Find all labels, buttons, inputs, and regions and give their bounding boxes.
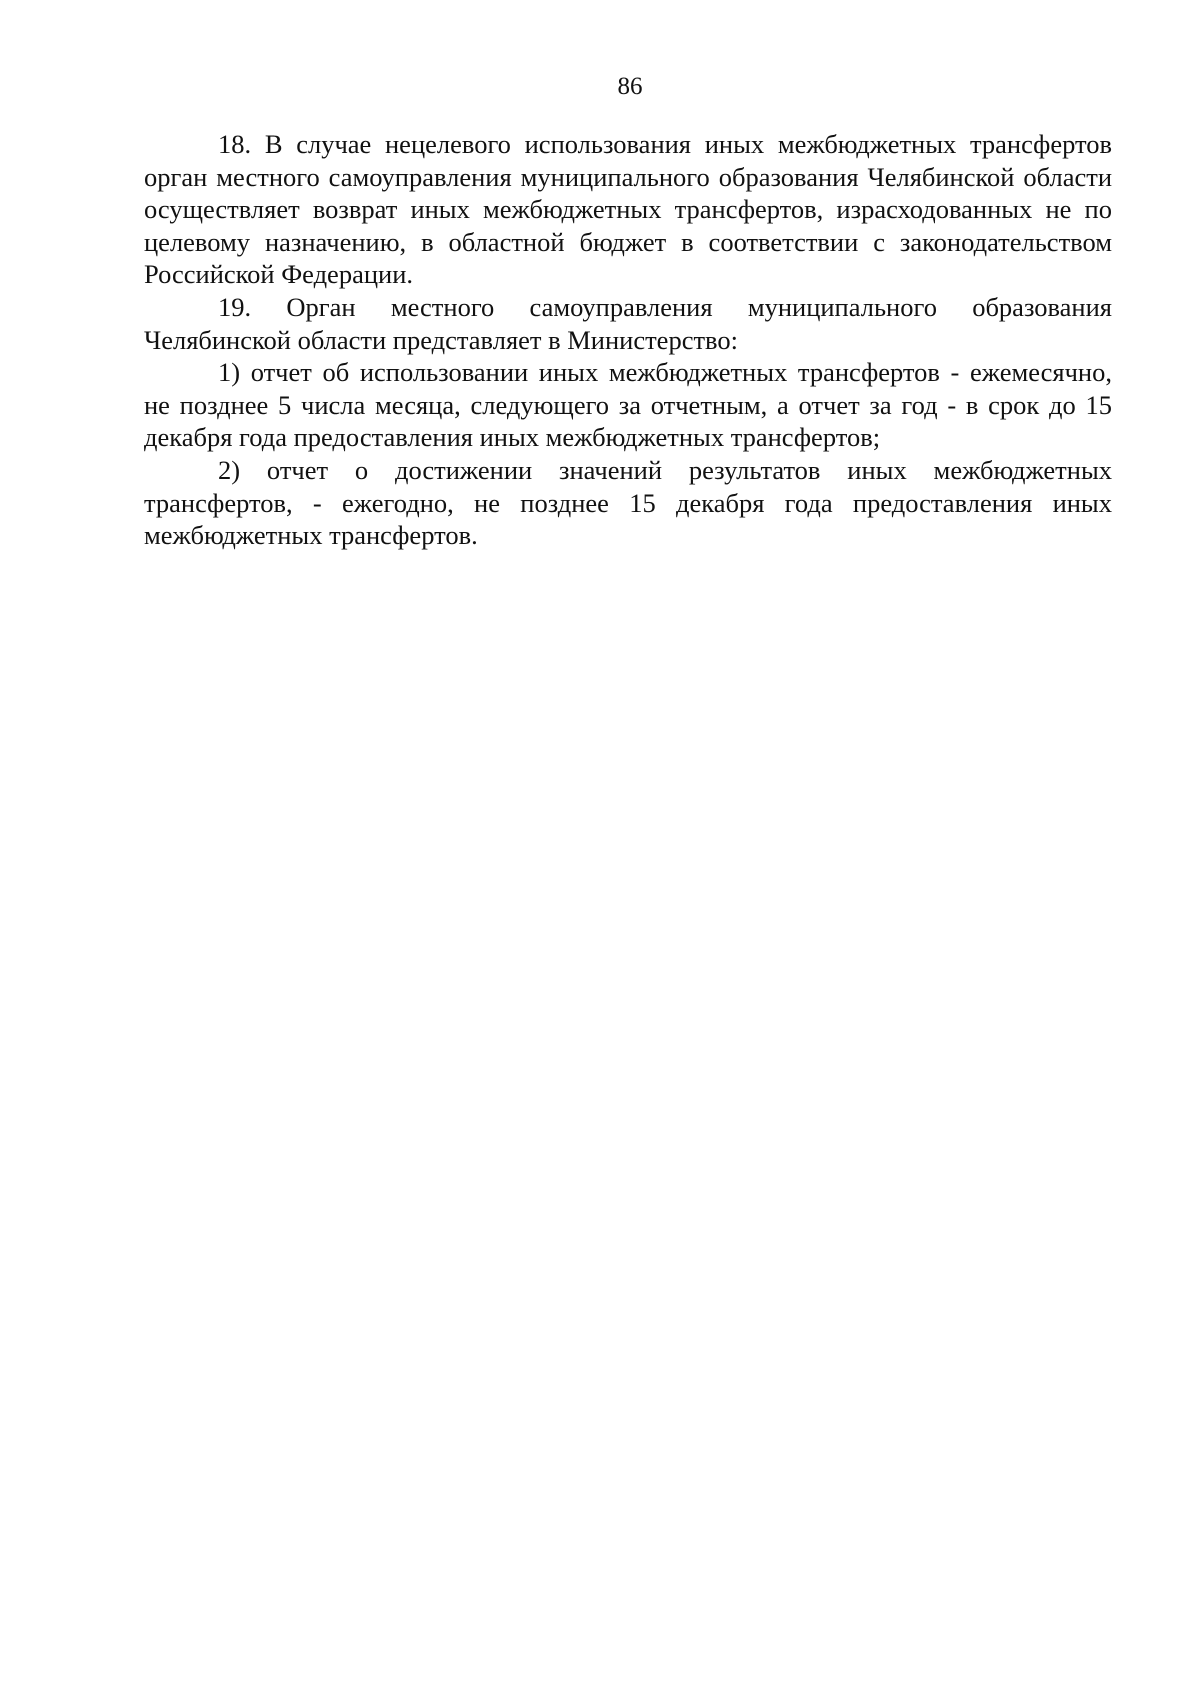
paragraph-19-item-1: 1) отчет об использовании иных межбюджетных трансфертов - ежемесячно, не позднее 5 числа месяца, следующего за отчетным, а отчет за год - в срок до 15 декабря года предоставления иных межбюджетных трансфертов; bbox=[144, 357, 1112, 453]
paragraph-19-item-2: 2) отчет о достижении значений результатов иных межбюджетных трансфертов, - ежегодно, не позднее 15 декабря года предоставления иных межбюджетных трансфертов. bbox=[144, 454, 1112, 551]
page-number: 86 bbox=[617, 73, 643, 100]
document-body bbox=[144, 128, 1112, 552]
paragraph-18: 18. В случае нецелевого использования иных межбюджетных трансфертов орган местного самоуправления муниципального образования Челябинской области осуществляет возврат иных межбюджетных трансфертов, израсходованных не по целевому назначению, в областной бюджет в соответствии с законодательством Российской Федерации. bbox=[144, 129, 1112, 290]
paragraph-19: 19. Орган местного самоуправления муниципального образования Челябинской области представляет в Министерство: bbox=[144, 291, 1112, 355]
